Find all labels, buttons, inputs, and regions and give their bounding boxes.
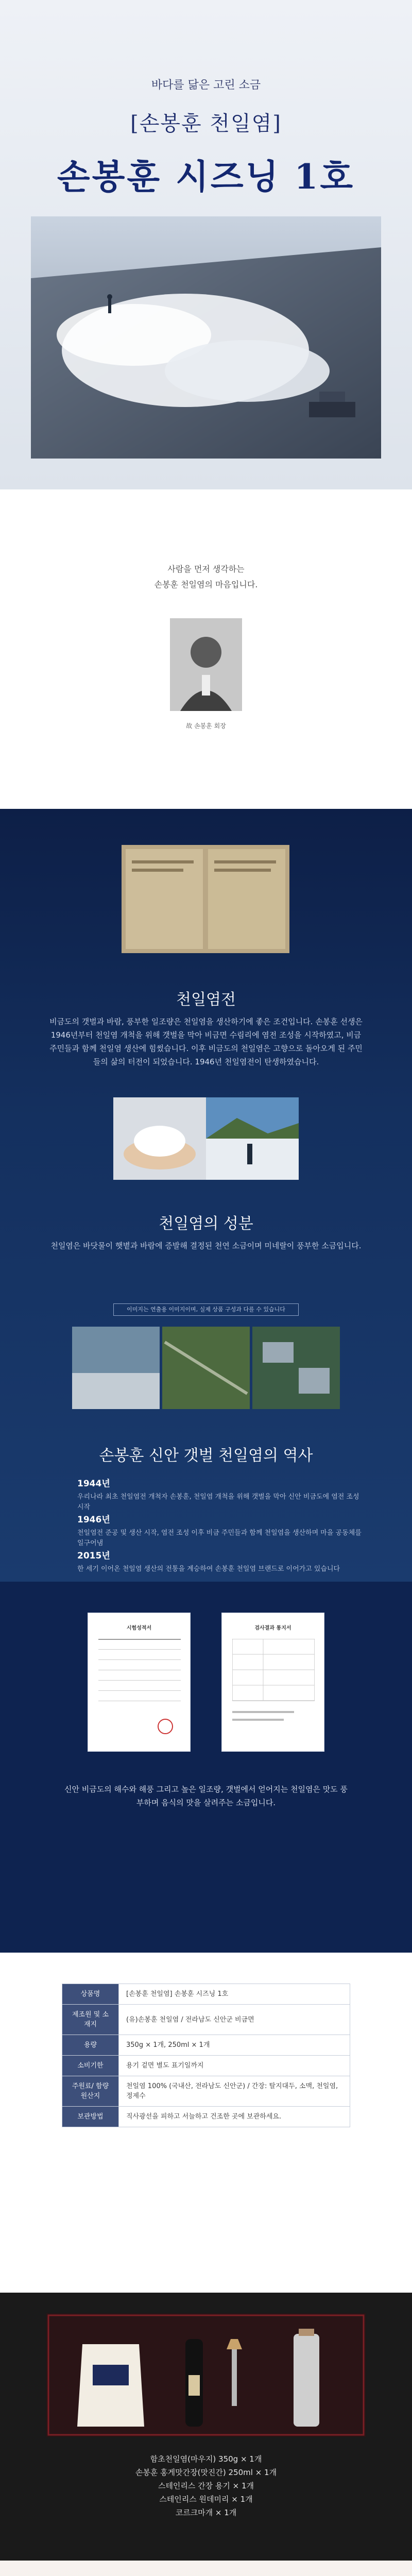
info-value: 용기 겉면 별도 표기일까지 — [119, 2056, 350, 2076]
section1-title: 천일염전 — [176, 991, 236, 1009]
list-item: 손봉훈 홍게맛간장(맛진간) 250ml × 1개 — [135, 2468, 277, 2477]
salt-hand-image — [113, 1097, 206, 1180]
product-set-list — [0, 2452, 412, 2519]
hero-tagline: 바다를 닮은 고린 소금 — [151, 79, 261, 92]
info-key: 용량 — [62, 2035, 119, 2056]
product-set-image — [46, 2313, 366, 2437]
info-key: 상품명 — [62, 1984, 119, 2005]
table-row — [62, 2005, 350, 2035]
section1-paragraph: 비금도의 갯벌과 바람, 풍부한 일조량은 천일염을 생산하기에 좋은 조건입니다. 손봉훈 선생은 1946년부터 천일염 개척을 위해 갯벌을 막아 비금면 수림리에 염전 조성을 시작하였고, 비금 주민들과 함께 천일염 생산에 힘썼습니다. 이후 비금도의 천일염은 고향으로 돌아오게 된 주민들의 삶의 터전이 되었습니다. 1946년 천일염전이 탄생하였습니다. — [49, 1017, 363, 1066]
intro-line-2: 손봉훈 천일염의 마음입니다. — [154, 580, 258, 589]
aerial-photos — [72, 1327, 340, 1409]
table-row — [62, 1984, 350, 2005]
certificate-section — [0, 1582, 412, 1953]
history-item — [77, 1512, 366, 1549]
hero-title: 손봉훈 시즈닝 1호 — [57, 157, 355, 197]
info-key: 보관방법 — [62, 2107, 119, 2127]
founder-portrait — [170, 618, 242, 711]
info-key: 주원료/ 함량 원산지 — [62, 2076, 119, 2107]
info-value: 350g × 1개, 250ml × 1개 — [119, 2035, 350, 2056]
history-year: 1944년 — [77, 1479, 110, 1489]
history-year: 2015년 — [77, 1551, 110, 1561]
salt-field-image — [31, 216, 381, 459]
list-item: 스테인리스 원데미리 × 1개 — [159, 2495, 253, 2504]
info-key: 소비기한 — [62, 2056, 119, 2076]
info-key: 제조원 및 소재지 — [62, 2005, 119, 2035]
history-item — [77, 1548, 366, 1574]
product-info-section — [0, 1953, 412, 2293]
product-info-table — [62, 1984, 350, 2127]
section2-paragraph: 천일염은 바닷물이 햇볕과 바람에 증발해 결정된 천연 소금이며 미네랄이 풍부한 소금입니다. — [50, 1241, 362, 1250]
certificate-table — [232, 1639, 315, 1742]
inspection-certificate — [221, 1613, 324, 1752]
info-value: (유)손봉훈 천일염 / 전라남도 신안군 비금면 — [119, 2005, 350, 2035]
list-item: 스테인리스 간장 용기 × 1개 — [158, 2481, 254, 2490]
history-desc: 우리나라 최초 천일염전 개척자 손봉훈, 천일염 개척을 위해 갯벌을 막아 신안 비금도에 염전 조성 시작 — [77, 1493, 359, 1511]
history-year: 1946년 — [77, 1515, 110, 1525]
history-item — [77, 1476, 366, 1513]
info-value: [손봉훈 천일염] 손봉훈 시즈닝 1호 — [119, 1984, 350, 2005]
salt-farmer-image — [206, 1097, 299, 1180]
certificate-title: 시험성적서 — [126, 1625, 152, 1631]
history-title: 손봉훈 신안 갯벌 천일염의 역사 — [99, 1447, 313, 1465]
story-section — [0, 809, 412, 1582]
intro-section — [0, 489, 412, 809]
table-row — [62, 2076, 350, 2107]
table-row — [62, 2107, 350, 2127]
old-document-image — [122, 845, 289, 953]
portrait-caption: 故 손봉훈 회장 — [186, 722, 226, 730]
table-row — [62, 2056, 350, 2076]
info-value: 직사광선을 피하고 서늘하고 건조한 곳에 보관하세요. — [119, 2107, 350, 2127]
hero-subtitle: [손봉훈 천일염] — [130, 112, 282, 135]
section2-title: 천일염의 성분 — [159, 1215, 253, 1233]
list-item: 함초천일염(마우지) 350g × 1개 — [150, 2454, 262, 2464]
intro-line-1: 사람을 먼저 생각하는 — [167, 564, 245, 574]
history-desc: 천일염전 준공 및 생산 시작, 염전 조성 이후 비금 주민들과 함께 천일염을 생산하며 마을 공동체를 일구어냄 — [77, 1529, 362, 1547]
product-set-section — [0, 2293, 412, 2561]
test-certificate — [88, 1613, 191, 1752]
certificate-paragraph: 신안 비금도의 해수와 해풍 그리고 높은 일조량, 갯벌에서 얻어지는 천일염은 맛도 풍부하며 음식의 맛을 살려주는 소금입니다. — [64, 1785, 348, 1807]
list-item: 코르크마개 × 1개 — [175, 2508, 237, 2517]
certificate-title: 검사결과 통지서 — [254, 1625, 291, 1631]
history-desc: 한 세기 이어온 천일염 생산의 전통을 계승하여 손봉훈 천일염 브랜드로 이어가고 있습니다 — [77, 1565, 340, 1573]
hero-section — [0, 0, 412, 489]
info-value: 천일염 100% (국내산, 전라남도 신안군) / 간장: 탈지대두, 소맥, 천일염, 정제수 — [119, 2076, 350, 2107]
image-disclaimer: 이미지는 연출용 이미지이며, 실제 상품 구성과 다를 수 있습니다 — [113, 1303, 299, 1316]
gift-section — [0, 2561, 412, 2576]
certificate-lines — [98, 1639, 181, 1742]
table-row — [62, 2035, 350, 2056]
